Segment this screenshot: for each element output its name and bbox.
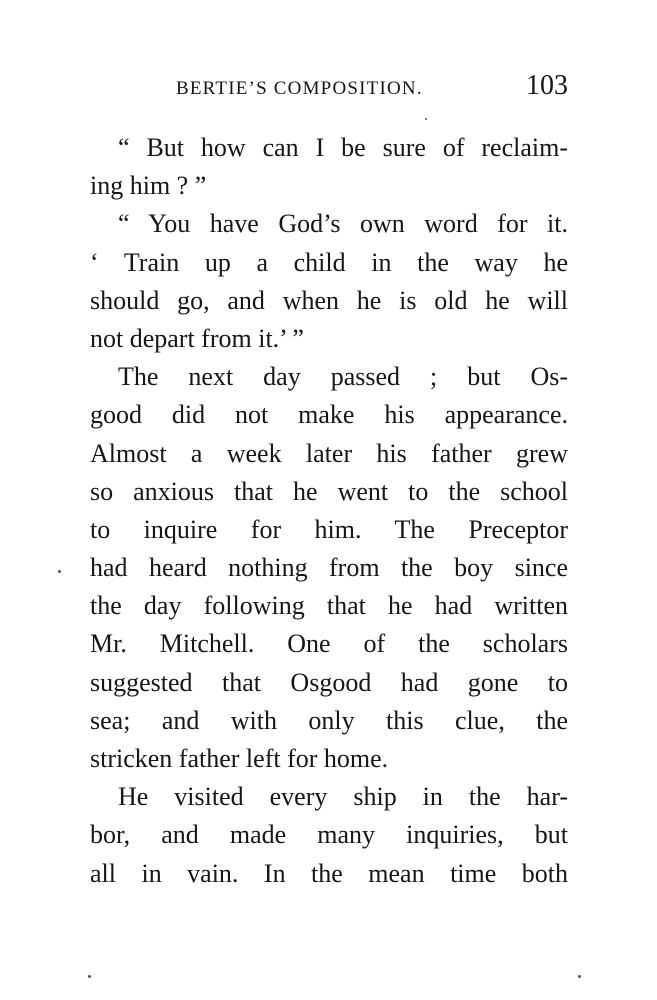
print-speck: [578, 975, 581, 978]
print-speck: [88, 975, 91, 978]
text-line: The next day passed ; but Os-: [118, 362, 568, 392]
running-head: [176, 70, 568, 102]
text-line: “ But how can I be sure of reclaim-: [118, 133, 568, 162]
text-line: He visited every ship in the har-: [118, 782, 568, 812]
text-line: sea; and with only this clue, the: [90, 705, 568, 735]
text-line: bor, and made many inquiries, but: [90, 820, 568, 850]
text-line: all in vain. In the mean time both: [90, 858, 568, 888]
text-line: suggested that Osgood had gone to: [90, 667, 568, 697]
text-line: so anxious that he went to the school: [90, 476, 568, 506]
print-speck: [425, 118, 427, 120]
text-line: should go, and when he is old he will: [90, 285, 568, 315]
body-text: [90, 129, 568, 893]
text-line: “ You have God’s own word for it.: [118, 209, 568, 239]
text-line: the day following that he had written: [90, 591, 568, 621]
page-number: 103: [526, 70, 568, 101]
text-line: Almost a week later his father grew: [90, 438, 568, 468]
running-title: BERTIE’S COMPOSITION.: [176, 78, 423, 99]
text-line: to inquire for him. The Preceptor: [90, 514, 568, 544]
text-line: good did not make his appearance.: [90, 400, 568, 430]
text-line: ing him ? ”: [90, 171, 207, 201]
text-line: not depart from it.’ ”: [90, 323, 304, 353]
print-speck: [58, 570, 61, 573]
text-line: Mr. Mitchell. One of the scholars: [90, 629, 568, 659]
text-line: had heard nothing from the boy since: [90, 553, 568, 583]
text-line: stricken father left for home.: [90, 744, 389, 773]
text-line: ‘ Train up a child in the way he: [90, 247, 568, 277]
